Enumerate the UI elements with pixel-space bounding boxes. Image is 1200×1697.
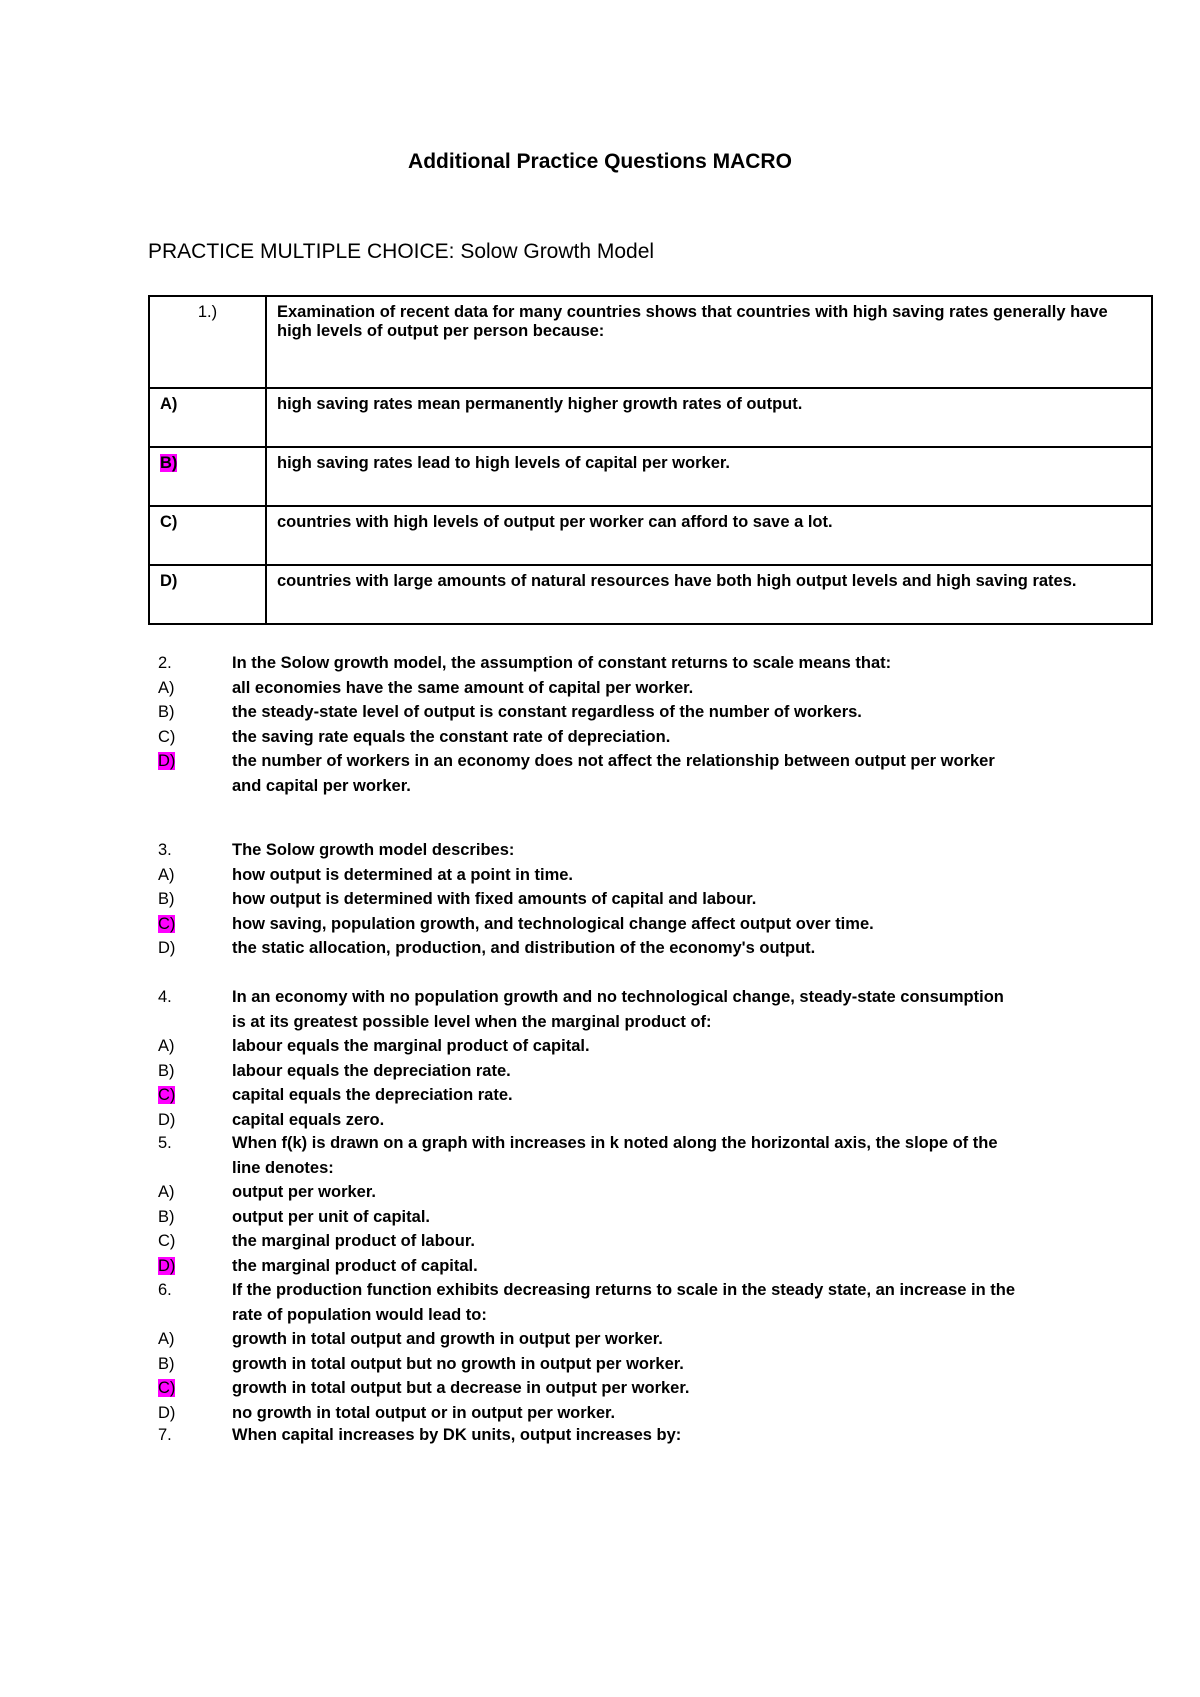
option-text: capital equals zero. xyxy=(232,1110,385,1129)
question-stem-row xyxy=(158,1423,1088,1448)
option-row xyxy=(158,1205,1088,1230)
option-text: output per worker. xyxy=(232,1183,376,1201)
option-text: growth in total output but a decrease in output per worker. xyxy=(232,1379,690,1397)
option-text: the marginal product of labour. xyxy=(232,1232,475,1250)
option-letter: D) xyxy=(160,572,178,590)
option-text: high saving rates lead to high levels of capital per worker. xyxy=(266,447,1152,506)
question-stem: Examination of recent data for many countries shows that countries with high saving rates generally have high levels of output per person because: xyxy=(266,296,1152,388)
option-text: capital equals the depreciation rate. xyxy=(232,1086,513,1104)
option-text: countries with large amounts of natural resources have both high output levels and high saving rates. xyxy=(266,565,1152,624)
question-stem: The Solow growth model describes: xyxy=(232,841,515,859)
question-number: 6. xyxy=(158,1281,172,1299)
question-stem: rate of population would lead to: xyxy=(232,1305,487,1324)
option-row xyxy=(158,863,1088,888)
option-text: no growth in total output or in output per worker. xyxy=(232,1403,616,1422)
option-letter: A) xyxy=(160,395,178,413)
option-row xyxy=(158,1180,1088,1205)
option-row xyxy=(158,1034,1088,1059)
option-row xyxy=(149,506,1152,565)
option-text: the static allocation, production, and distribution of the economy's output. xyxy=(232,939,816,957)
option-row xyxy=(158,676,1088,701)
option-letter: B) xyxy=(158,703,175,721)
question-stem: When f(k) is drawn on a graph with increases in k noted along the horizontal axis, the slope of the xyxy=(232,1134,998,1152)
option-row xyxy=(149,447,1152,506)
question-1-table xyxy=(148,295,1153,625)
question-1-header-row xyxy=(149,296,1152,388)
option-text: all economies have the same amount of capital per worker. xyxy=(232,678,694,697)
option-text: growth in total output but no growth in output per worker. xyxy=(232,1354,684,1373)
question-7 xyxy=(158,1423,1088,1448)
question-stem-row xyxy=(158,1131,1088,1156)
option-row xyxy=(158,1083,1088,1108)
option-letter-answer: C) xyxy=(158,1379,176,1397)
option-text: the saving rate equals the constant rate of depreciation. xyxy=(232,727,671,746)
question-number: 5. xyxy=(158,1134,172,1152)
question-number: 1.) xyxy=(149,296,266,388)
option-row xyxy=(158,1229,1088,1254)
question-number xyxy=(158,1303,232,1328)
option-row xyxy=(158,1376,1088,1401)
option-letter: A) xyxy=(158,865,175,884)
option-letter: B) xyxy=(158,1061,175,1080)
option-text: countries with high levels of output per worker can afford to save a lot. xyxy=(266,506,1152,565)
question-5 xyxy=(158,1131,1088,1278)
question-number: 2. xyxy=(158,654,172,672)
option-letter: B) xyxy=(158,890,175,908)
option-text: labour equals the marginal product of capital. xyxy=(232,1037,590,1055)
option-letter: A) xyxy=(158,1037,175,1055)
option-row xyxy=(158,774,1088,799)
option-text: the steady-state level of output is constant regardless of the number of workers. xyxy=(232,703,862,721)
option-letter: A) xyxy=(158,678,175,697)
question-stem-row xyxy=(158,1278,1088,1303)
option-letter: B) xyxy=(158,1354,175,1373)
option-row xyxy=(158,936,1088,961)
option-letter: A) xyxy=(158,1330,175,1348)
option-text: output per unit of capital. xyxy=(232,1207,430,1226)
option-row xyxy=(158,887,1088,912)
page-title: Additional Practice Questions MACRO xyxy=(408,150,792,173)
option-letter: D) xyxy=(158,939,176,957)
question-stem-row xyxy=(158,1303,1088,1328)
option-letter: B) xyxy=(158,1207,175,1226)
question-stem: When capital increases by DK units, output increases by: xyxy=(232,1426,682,1444)
question-3 xyxy=(158,838,1088,961)
option-row xyxy=(149,388,1152,447)
option-row xyxy=(158,700,1088,725)
option-text: labour equals the depreciation rate. xyxy=(232,1061,511,1080)
option-row xyxy=(158,1108,1088,1133)
question-number: 3. xyxy=(158,841,172,859)
option-text: how output is determined with fixed amounts of capital and labour. xyxy=(232,890,757,908)
question-stem-row xyxy=(158,651,1088,676)
option-letter: C) xyxy=(158,1232,176,1250)
question-stem: If the production function exhibits decreasing returns to scale in the steady state, an increase in the xyxy=(232,1281,1016,1299)
option-row xyxy=(158,912,1088,937)
option-letter-answer: D) xyxy=(158,1256,176,1275)
section-heading: PRACTICE MULTIPLE CHOICE: Solow Growth Model xyxy=(148,240,655,263)
option-letter: D) xyxy=(158,1110,176,1129)
option-letter: C) xyxy=(158,727,176,746)
option-row xyxy=(158,1059,1088,1084)
question-2 xyxy=(158,651,1088,798)
question-stem: In the Solow growth model, the assumption of constant returns to scale means that: xyxy=(232,654,892,672)
question-number: 4. xyxy=(158,988,172,1006)
question-stem-row xyxy=(158,985,1088,1010)
question-stem-row xyxy=(158,1010,1088,1035)
option-letter-answer: C) xyxy=(158,914,176,933)
option-letter: C) xyxy=(160,513,178,531)
option-letter-answer: C) xyxy=(158,1086,176,1104)
option-row xyxy=(158,1352,1088,1377)
option-row xyxy=(158,749,1088,774)
question-stem-row xyxy=(158,1156,1088,1181)
question-stem: line denotes: xyxy=(232,1158,334,1177)
question-stem: In an economy with no population growth and no technological change, steady-state consumption xyxy=(232,988,1004,1006)
option-row xyxy=(158,1254,1088,1279)
option-text: growth in total output and growth in output per worker. xyxy=(232,1330,663,1348)
option-text: high saving rates mean permanently higher growth rates of output. xyxy=(266,388,1152,447)
option-row xyxy=(158,725,1088,750)
option-text: how saving, population growth, and technological change affect output over time. xyxy=(232,914,874,933)
option-letter-answer: B) xyxy=(160,454,178,472)
option-text: and capital per worker. xyxy=(232,776,411,795)
option-text: how output is determined at a point in time. xyxy=(232,865,574,884)
question-number: 7. xyxy=(158,1426,172,1444)
option-letter: D) xyxy=(158,1403,176,1422)
question-stem: is at its greatest possible level when the marginal product of: xyxy=(232,1012,712,1031)
question-6 xyxy=(158,1278,1088,1425)
option-row xyxy=(158,1401,1088,1426)
option-letter: A) xyxy=(158,1183,175,1201)
question-number xyxy=(158,1156,232,1181)
question-stem-row xyxy=(158,838,1088,863)
question-4 xyxy=(158,985,1088,1132)
option-text: the marginal product of capital. xyxy=(232,1256,478,1275)
question-number xyxy=(158,1010,232,1035)
option-row xyxy=(149,565,1152,624)
option-row xyxy=(158,1327,1088,1352)
option-letter-answer: D) xyxy=(158,752,176,770)
option-text: the number of workers in an economy does not affect the relationship between output per worker xyxy=(232,752,995,770)
